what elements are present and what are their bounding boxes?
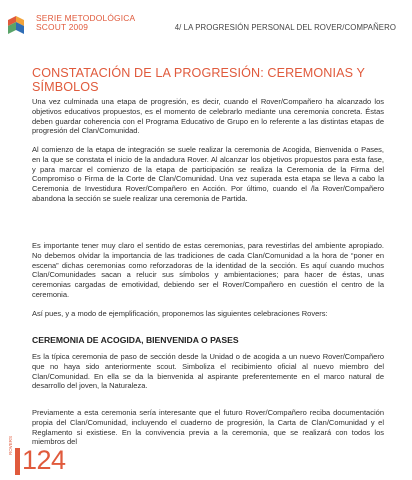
chapter-title: 4/ LA PROGRESIÓN PERSONAL DEL ROVER/COMPAÑERO	[174, 23, 396, 32]
paragraph-5: Es la típica ceremonia de paso de sección desde la Unidad o de acogida a un nuevo Rover/Compañero que no haya sido anteriormente scout. Simboliza el recibimiento oficial al nuevo miembro del Clan/Comunidad. En ella se da la bienvenida al aspirante preferentemente en el marco natural de desarrollo del joven, la Naturaleza.	[32, 352, 384, 391]
series-title	[36, 14, 135, 32]
paragraph-3: Es importante tener muy claro el sentido de estas ceremonias, para revestirlas del ambiente apropiado. No debemos olvidar la importancia de las tradiciones de cada Clan/Comunidad a la hora de “poner en escena” dichas ceremonias como reforzadoras de la identidad de la sección. Es aquí cuando muchos Clan/Comunidades sacan a relucir sus símbolos y ambientaciones; para hacer de éstas, unas ceremonias cargadas de emotividad, debiendo ser el Rover/Compañero en cuestión el centro de la ceremonia.	[32, 241, 384, 299]
section-title: CONSTATACIÓN DE LA PROGRESIÓN: CEREMONIAS Y SÍMBOLOS	[32, 66, 365, 94]
page-number: 124	[22, 445, 66, 475]
paragraph-6: Previamente a esta ceremonia sería interesante que el futuro Rover/Compañero reciba documentación propia del Clan/Comunidad, incluyendo el cuaderno de progresión, la Carta de Clan/Comunidad y el Reglamento si existiese. En la convivencia previa a la ceremonia, que se realizará con todos los miembros del	[32, 408, 384, 447]
scout-logo-icon	[8, 16, 32, 36]
paragraph-2: Al comienzo de la etapa de integración se suele realizar la ceremonia de Acogida, Bienvenida o Pases, en la que se constata el inicio de la andadura Rover. Al alcanzar los objetivos propuestos para esta fase, y para marcar el comienzo de la etapa de participación se realiza la Ceremonia de la Firma del Compromiso o Firma de la Corte de Clan/Comunidad. Una vez superada esta etapa se lleva a cabo la Ceremonia de Investidura Rover/Compañero en Acción. Por último, cuando el /la Rover/Compañero abandona la sección se suele realizar una ceremonia de Partida.	[32, 145, 384, 203]
subheading: CEREMONIA DE ACOGIDA, BIENVENIDA O PASES	[32, 335, 239, 345]
paragraph-1: Una vez culminada una etapa de progresión, es decir, cuando el Rover/Compañero ha alcanzado los objetivos educativos propuestos, es el momento de celebrarlo mediante una ceremonia concreta. Éstas deben guardar coherencia con el Programa Educativo de Grupo en lo referente a las distintas etapas de progresión del Clan/Comunidad.	[32, 97, 384, 136]
series-line-2: SCOUT 2009	[36, 22, 89, 32]
series-line-1: SERIE METODOLÓGICA	[36, 13, 136, 23]
side-accent-bar	[15, 448, 20, 475]
side-label: ROVERS	[8, 435, 13, 455]
paragraph-4: Así pues, y a modo de ejemplificación, proponemos las siguientes celebraciones Rovers:	[32, 309, 328, 318]
